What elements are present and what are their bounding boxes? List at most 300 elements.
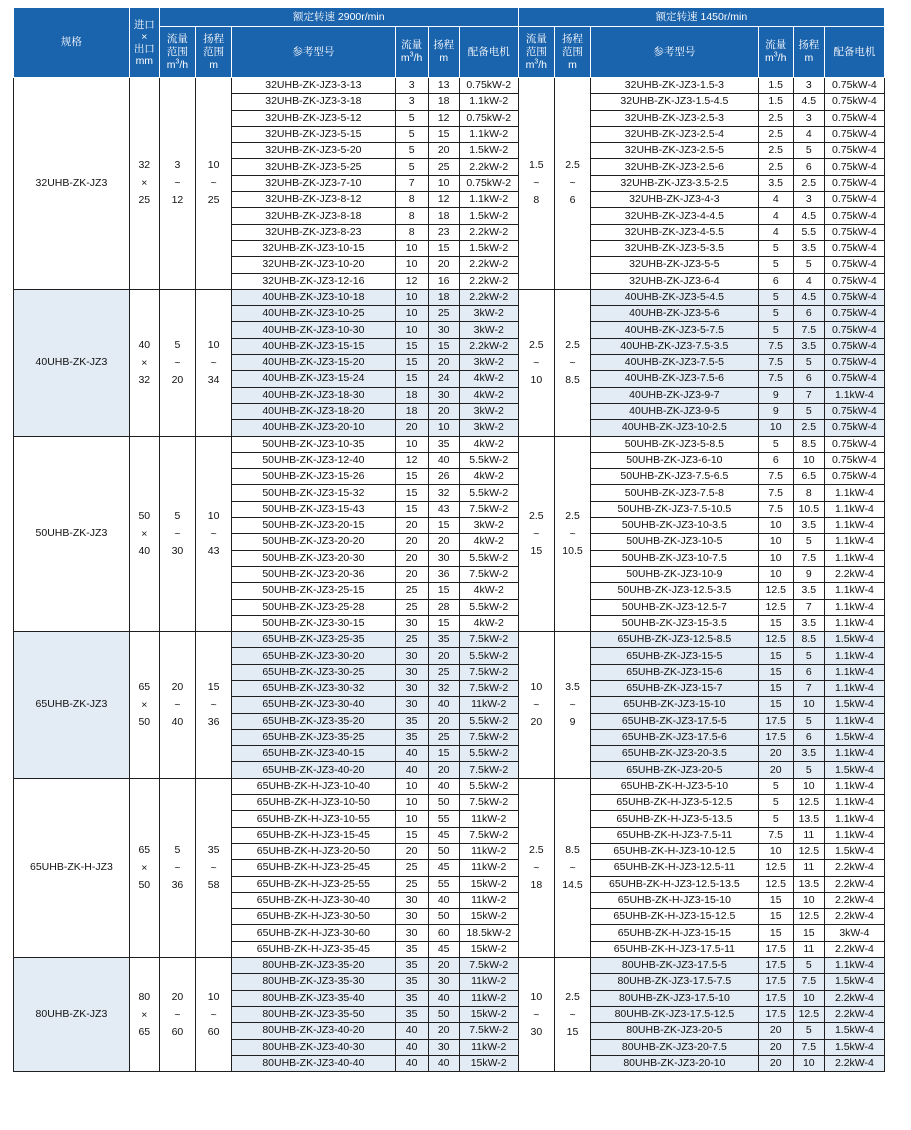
head-1450: 2.5 xyxy=(793,420,824,436)
head-2900: 50 xyxy=(428,843,459,859)
spec-name: 32UHB-ZK-JZ3 xyxy=(14,78,130,290)
inlet-outlet-size: 40 × 32 xyxy=(129,289,159,436)
flow-2900: 30 xyxy=(395,925,428,941)
ref-model-1450: 32UHB-ZK-JZ3-1.5-3 xyxy=(591,78,759,94)
flow-1450: 5 xyxy=(758,436,793,452)
flow-2900: 8 xyxy=(395,224,428,240)
table-row xyxy=(14,436,885,452)
ref-model-1450: 80UHB-ZK-JZ3-20-5 xyxy=(591,1023,759,1039)
motor-2900: 11kW-2 xyxy=(459,697,518,713)
ref-model-2900: 80UHB-ZK-JZ3-40-30 xyxy=(232,1039,395,1055)
flow-2900: 15 xyxy=(395,338,428,354)
table-row xyxy=(14,958,885,974)
ref-model-1450: 50UHB-ZK-JZ3-10-7.5 xyxy=(591,550,759,566)
ref-model-1450: 40UHB-ZK-JZ3-7.5-6 xyxy=(591,371,759,387)
motor-2900: 7.5kW-2 xyxy=(459,762,518,778)
inlet-outlet-size: 80 × 65 xyxy=(129,958,159,1072)
head-2900: 15 xyxy=(428,583,459,599)
motor-1450: 1.1kW-4 xyxy=(824,746,884,762)
ref-model-1450: 80UHB-ZK-JZ3-17.5-10 xyxy=(591,990,759,1006)
head-1450: 10 xyxy=(793,697,824,713)
header-head-1450: 扬程 m xyxy=(793,27,824,78)
motor-2900: 2.2kW-2 xyxy=(459,289,518,305)
ref-model-2900: 40UHB-ZK-JZ3-20-10 xyxy=(232,420,395,436)
ref-model-2900: 65UHB-ZK-H-JZ3-25-45 xyxy=(232,860,395,876)
motor-2900: 5.5kW-2 xyxy=(459,713,518,729)
head-1450: 10 xyxy=(793,1055,824,1071)
ref-model-2900: 80UHB-ZK-JZ3-35-50 xyxy=(232,1006,395,1022)
head-1450: 12.5 xyxy=(793,795,824,811)
motor-1450: 2.2kW-4 xyxy=(824,1006,884,1022)
head-1450: 10 xyxy=(793,990,824,1006)
head-1450: 13.5 xyxy=(793,811,824,827)
ref-model-2900: 32UHB-ZK-JZ3-8-23 xyxy=(232,224,395,240)
motor-2900: 11kW-2 xyxy=(459,990,518,1006)
head-1450: 3.5 xyxy=(793,518,824,534)
motor-2900: 4kW-2 xyxy=(459,387,518,403)
head-1450: 3.5 xyxy=(793,615,824,631)
ref-model-2900: 40UHB-ZK-JZ3-18-20 xyxy=(232,403,395,419)
head-1450: 7 xyxy=(793,680,824,696)
head-2900: 40 xyxy=(428,697,459,713)
ref-model-2900: 40UHB-ZK-JZ3-15-20 xyxy=(232,355,395,371)
flow-range-1450: 10 ~ 20 xyxy=(518,632,554,779)
head-1450: 5 xyxy=(793,762,824,778)
head-range-1450: 8.5 ~ 14.5 xyxy=(554,778,590,957)
head-1450: 8 xyxy=(793,485,824,501)
flow-range-1450: 10 ~ 30 xyxy=(518,958,554,1072)
flow-1450: 17.5 xyxy=(758,729,793,745)
head-2900: 15 xyxy=(428,615,459,631)
ref-model-1450: 65UHB-ZK-H-JZ3-15-12.5 xyxy=(591,909,759,925)
motor-2900: 11kW-2 xyxy=(459,843,518,859)
head-2900: 18 xyxy=(428,289,459,305)
flow-2900: 30 xyxy=(395,697,428,713)
inlet-outlet-size: 50 × 40 xyxy=(129,436,159,632)
motor-2900: 2.2kW-2 xyxy=(459,257,518,273)
ref-model-2900: 65UHB-ZK-H-JZ3-35-45 xyxy=(232,941,395,957)
motor-2900: 7.5kW-2 xyxy=(459,958,518,974)
flow-2900: 10 xyxy=(395,436,428,452)
motor-1450: 1.1kW-4 xyxy=(824,485,884,501)
motor-2900: 7.5kW-2 xyxy=(459,680,518,696)
motor-2900: 11kW-2 xyxy=(459,892,518,908)
flow-1450: 7.5 xyxy=(758,338,793,354)
flow-1450: 15 xyxy=(758,909,793,925)
head-1450: 5.5 xyxy=(793,224,824,240)
head-1450: 4.5 xyxy=(793,289,824,305)
head-2900: 30 xyxy=(428,974,459,990)
head-1450: 5 xyxy=(793,257,824,273)
flow-2900: 20 xyxy=(395,843,428,859)
head-1450: 3.5 xyxy=(793,583,824,599)
flow-1450: 7.5 xyxy=(758,355,793,371)
spec-name: 80UHB-ZK-JZ3 xyxy=(14,958,130,1072)
motor-2900: 4kW-2 xyxy=(459,615,518,631)
motor-2900: 7.5kW-2 xyxy=(459,1023,518,1039)
flow-1450: 10 xyxy=(758,420,793,436)
ref-model-1450: 50UHB-ZK-JZ3-7.5-8 xyxy=(591,485,759,501)
head-2900: 55 xyxy=(428,811,459,827)
ref-model-1450: 50UHB-ZK-JZ3-5-8.5 xyxy=(591,436,759,452)
motor-2900: 1.5kW-2 xyxy=(459,143,518,159)
head-2900: 20 xyxy=(428,762,459,778)
head-2900: 20 xyxy=(428,713,459,729)
flow-2900: 30 xyxy=(395,664,428,680)
flow-range-2900: 3 ~ 12 xyxy=(159,78,195,290)
motor-2900: 7.5kW-2 xyxy=(459,566,518,582)
head-1450: 4 xyxy=(793,126,824,142)
head-range-2900: 10 ~ 34 xyxy=(196,289,232,436)
motor-1450: 0.75kW-4 xyxy=(824,192,884,208)
head-2900: 40 xyxy=(428,990,459,1006)
head-2900: 20 xyxy=(428,143,459,159)
head-range-1450: 2.5 ~ 8.5 xyxy=(554,289,590,436)
motor-2900: 15kW-2 xyxy=(459,909,518,925)
inlet-outlet-size: 65 × 50 xyxy=(129,632,159,779)
motor-2900: 5.5kW-2 xyxy=(459,746,518,762)
flow-1450: 2.5 xyxy=(758,143,793,159)
header-flow-2900: 流量 $m^3/h$ xyxy=(395,27,428,78)
head-1450: 13.5 xyxy=(793,876,824,892)
head-2900: 20 xyxy=(428,534,459,550)
table-row xyxy=(14,289,885,305)
header-speed-2900: 额定转速 2900r/min xyxy=(159,8,518,27)
ref-model-2900: 65UHB-ZK-H-JZ3-30-60 xyxy=(232,925,395,941)
head-2900: 18 xyxy=(428,208,459,224)
head-2900: 43 xyxy=(428,501,459,517)
motor-2900: 5.5kW-2 xyxy=(459,485,518,501)
motor-2900: 1.1kW-2 xyxy=(459,126,518,142)
flow-2900: 35 xyxy=(395,941,428,957)
head-1450: 12.5 xyxy=(793,909,824,925)
ref-model-1450: 50UHB-ZK-JZ3-10-5 xyxy=(591,534,759,550)
head-1450: 10 xyxy=(793,892,824,908)
head-1450: 8.5 xyxy=(793,436,824,452)
ref-model-2900: 65UHB-ZK-H-JZ3-15-45 xyxy=(232,827,395,843)
ref-model-2900: 32UHB-ZK-JZ3-5-15 xyxy=(232,126,395,142)
ref-model-1450: 40UHB-ZK-JZ3-5-4.5 xyxy=(591,289,759,305)
flow-1450: 5 xyxy=(758,306,793,322)
flow-1450: 6 xyxy=(758,273,793,289)
flow-2900: 5 xyxy=(395,159,428,175)
flow-2900: 5 xyxy=(395,143,428,159)
ref-model-1450: 65UHB-ZK-JZ3-17.5-6 xyxy=(591,729,759,745)
head-1450: 6 xyxy=(793,729,824,745)
head-1450: 5 xyxy=(793,713,824,729)
flow-2900: 10 xyxy=(395,778,428,794)
flow-1450: 15 xyxy=(758,680,793,696)
motor-1450: 1.1kW-4 xyxy=(824,648,884,664)
motor-2900: 2.2kW-2 xyxy=(459,273,518,289)
flow-2900: 40 xyxy=(395,1039,428,1055)
flow-1450: 15 xyxy=(758,664,793,680)
head-2900: 15 xyxy=(428,518,459,534)
ref-model-2900: 50UHB-ZK-JZ3-15-26 xyxy=(232,469,395,485)
motor-2900: 15kW-2 xyxy=(459,941,518,957)
flow-1450: 4 xyxy=(758,224,793,240)
motor-1450: 1.1kW-4 xyxy=(824,827,884,843)
flow-2900: 15 xyxy=(395,485,428,501)
motor-1450: 0.75kW-4 xyxy=(824,110,884,126)
ref-model-2900: 40UHB-ZK-JZ3-18-30 xyxy=(232,387,395,403)
motor-1450: 1.1kW-4 xyxy=(824,501,884,517)
ref-model-2900: 50UHB-ZK-JZ3-20-30 xyxy=(232,550,395,566)
head-2900: 30 xyxy=(428,1039,459,1055)
flow-2900: 5 xyxy=(395,110,428,126)
head-2900: 25 xyxy=(428,159,459,175)
ref-model-1450: 65UHB-ZK-H-JZ3-12.5-11 xyxy=(591,860,759,876)
head-2900: 30 xyxy=(428,387,459,403)
header-motor-1450: 配备电机 xyxy=(824,27,884,78)
motor-2900: 2.2kW-2 xyxy=(459,224,518,240)
head-2900: 13 xyxy=(428,78,459,94)
flow-range-2900: 5 ~ 30 xyxy=(159,436,195,632)
header-ref-model-2900: 参考型号 xyxy=(232,27,395,78)
ref-model-2900: 65UHB-ZK-JZ3-35-25 xyxy=(232,729,395,745)
motor-1450: 0.75kW-4 xyxy=(824,289,884,305)
head-2900: 35 xyxy=(428,632,459,648)
header-speed-1450: 额定转速 1450r/min xyxy=(518,8,884,27)
ref-model-2900: 50UHB-ZK-JZ3-15-43 xyxy=(232,501,395,517)
ref-model-2900: 80UHB-ZK-JZ3-35-40 xyxy=(232,990,395,1006)
ref-model-2900: 65UHB-ZK-H-JZ3-10-40 xyxy=(232,778,395,794)
ref-model-1450: 50UHB-ZK-JZ3-7.5-10.5 xyxy=(591,501,759,517)
head-1450: 10 xyxy=(793,778,824,794)
ref-model-1450: 65UHB-ZK-H-JZ3-15-15 xyxy=(591,925,759,941)
ref-model-1450: 65UHB-ZK-JZ3-20-5 xyxy=(591,762,759,778)
flow-2900: 30 xyxy=(395,615,428,631)
ref-model-1450: 65UHB-ZK-H-JZ3-5-10 xyxy=(591,778,759,794)
motor-1450: 1.5kW-4 xyxy=(824,697,884,713)
motor-1450: 0.75kW-4 xyxy=(824,306,884,322)
ref-model-1450: 40UHB-ZK-JZ3-7.5-5 xyxy=(591,355,759,371)
ref-model-2900: 65UHB-ZK-JZ3-30-32 xyxy=(232,680,395,696)
motor-2900: 4kW-2 xyxy=(459,583,518,599)
flow-2900: 20 xyxy=(395,420,428,436)
head-1450: 7 xyxy=(793,387,824,403)
ref-model-1450: 65UHB-ZK-H-JZ3-12.5-13.5 xyxy=(591,876,759,892)
ref-model-1450: 32UHB-ZK-JZ3-4-4.5 xyxy=(591,208,759,224)
motor-2900: 3kW-2 xyxy=(459,306,518,322)
table-row xyxy=(14,632,885,648)
ref-model-2900: 65UHB-ZK-H-JZ3-10-50 xyxy=(232,795,395,811)
head-1450: 7.5 xyxy=(793,974,824,990)
ref-model-1450: 40UHB-ZK-JZ3-5-7.5 xyxy=(591,322,759,338)
spec-name: 65UHB-ZK-JZ3 xyxy=(14,632,130,779)
flow-2900: 25 xyxy=(395,860,428,876)
flow-1450: 5 xyxy=(758,811,793,827)
flow-1450: 5 xyxy=(758,322,793,338)
ref-model-2900: 50UHB-ZK-JZ3-20-36 xyxy=(232,566,395,582)
motor-2900: 2.2kW-2 xyxy=(459,159,518,175)
motor-1450: 0.75kW-4 xyxy=(824,240,884,256)
flow-2900: 40 xyxy=(395,746,428,762)
flow-1450: 5 xyxy=(758,795,793,811)
head-1450: 6.5 xyxy=(793,469,824,485)
motor-2900: 7.5kW-2 xyxy=(459,632,518,648)
ref-model-2900: 32UHB-ZK-JZ3-7-10 xyxy=(232,175,395,191)
motor-2900: 1.1kW-2 xyxy=(459,192,518,208)
flow-range-2900: 20 ~ 60 xyxy=(159,958,195,1072)
ref-model-2900: 40UHB-ZK-JZ3-15-15 xyxy=(232,338,395,354)
motor-1450: 0.75kW-4 xyxy=(824,322,884,338)
head-2900: 45 xyxy=(428,827,459,843)
flow-2900: 15 xyxy=(395,501,428,517)
head-2900: 40 xyxy=(428,1055,459,1071)
head-2900: 12 xyxy=(428,110,459,126)
flow-1450: 20 xyxy=(758,762,793,778)
head-2900: 30 xyxy=(428,550,459,566)
head-1450: 3.5 xyxy=(793,746,824,762)
flow-1450: 7.5 xyxy=(758,501,793,517)
head-1450: 5 xyxy=(793,1023,824,1039)
table-row xyxy=(14,78,885,94)
inlet-outlet-size: 32 × 25 xyxy=(129,78,159,290)
spec-name: 50UHB-ZK-JZ3 xyxy=(14,436,130,632)
flow-1450: 5 xyxy=(758,240,793,256)
flow-2900: 10 xyxy=(395,289,428,305)
ref-model-2900: 50UHB-ZK-JZ3-10-35 xyxy=(232,436,395,452)
motor-1450: 1.1kW-4 xyxy=(824,387,884,403)
motor-1450: 2.2kW-4 xyxy=(824,1055,884,1071)
motor-2900: 11kW-2 xyxy=(459,811,518,827)
motor-1450: 0.75kW-4 xyxy=(824,159,884,175)
flow-1450: 9 xyxy=(758,387,793,403)
ref-model-1450: 50UHB-ZK-JZ3-12.5-3.5 xyxy=(591,583,759,599)
motor-2900: 5.5kW-2 xyxy=(459,599,518,615)
head-2900: 20 xyxy=(428,355,459,371)
motor-2900: 4kW-2 xyxy=(459,436,518,452)
header-motor-2900: 配备电机 xyxy=(459,27,518,78)
motor-2900: 11kW-2 xyxy=(459,1039,518,1055)
head-1450: 3 xyxy=(793,78,824,94)
flow-1450: 15 xyxy=(758,615,793,631)
head-1450: 7.5 xyxy=(793,550,824,566)
head-2900: 10 xyxy=(428,420,459,436)
motor-1450: 2.2kW-4 xyxy=(824,990,884,1006)
motor-2900: 7.5kW-2 xyxy=(459,664,518,680)
flow-1450: 1.5 xyxy=(758,94,793,110)
head-2900: 35 xyxy=(428,436,459,452)
motor-1450: 2.2kW-4 xyxy=(824,892,884,908)
motor-2900: 18.5kW-2 xyxy=(459,925,518,941)
flow-1450: 1.5 xyxy=(758,78,793,94)
head-1450: 5 xyxy=(793,403,824,419)
flow-1450: 12.5 xyxy=(758,860,793,876)
ref-model-1450: 65UHB-ZK-H-JZ3-17.5-11 xyxy=(591,941,759,957)
motor-2900: 0.75kW-2 xyxy=(459,78,518,94)
ref-model-2900: 32UHB-ZK-JZ3-10-20 xyxy=(232,257,395,273)
head-2900: 20 xyxy=(428,648,459,664)
motor-2900: 3kW-2 xyxy=(459,420,518,436)
head-1450: 12.5 xyxy=(793,1006,824,1022)
ref-model-2900: 80UHB-ZK-JZ3-35-30 xyxy=(232,974,395,990)
spec-group xyxy=(14,778,885,957)
ref-model-1450: 65UHB-ZK-JZ3-12.5-8.5 xyxy=(591,632,759,648)
motor-2900: 3kW-2 xyxy=(459,322,518,338)
flow-2900: 25 xyxy=(395,583,428,599)
head-2900: 45 xyxy=(428,941,459,957)
motor-1450: 1.1kW-4 xyxy=(824,664,884,680)
motor-2900: 11kW-2 xyxy=(459,974,518,990)
ref-model-2900: 32UHB-ZK-JZ3-12-16 xyxy=(232,273,395,289)
motor-1450: 1.5kW-4 xyxy=(824,729,884,745)
motor-2900: 4kW-2 xyxy=(459,371,518,387)
flow-2900: 5 xyxy=(395,126,428,142)
ref-model-1450: 80UHB-ZK-JZ3-17.5-7.5 xyxy=(591,974,759,990)
head-2900: 23 xyxy=(428,224,459,240)
head-1450: 10 xyxy=(793,452,824,468)
ref-model-2900: 40UHB-ZK-JZ3-15-24 xyxy=(232,371,395,387)
ref-model-2900: 80UHB-ZK-JZ3-35-20 xyxy=(232,958,395,974)
flow-2900: 30 xyxy=(395,909,428,925)
ref-model-1450: 50UHB-ZK-JZ3-15-3.5 xyxy=(591,615,759,631)
head-2900: 40 xyxy=(428,778,459,794)
head-2900: 50 xyxy=(428,1006,459,1022)
ref-model-1450: 40UHB-ZK-JZ3-9-5 xyxy=(591,403,759,419)
motor-2900: 5.5kW-2 xyxy=(459,452,518,468)
head-1450: 3.5 xyxy=(793,240,824,256)
ref-model-2900: 65UHB-ZK-H-JZ3-30-50 xyxy=(232,909,395,925)
motor-2900: 3kW-2 xyxy=(459,355,518,371)
ref-model-1450: 32UHB-ZK-JZ3-6-4 xyxy=(591,273,759,289)
flow-1450: 4 xyxy=(758,208,793,224)
flow-2900: 18 xyxy=(395,403,428,419)
flow-2900: 15 xyxy=(395,355,428,371)
ref-model-2900: 50UHB-ZK-JZ3-25-28 xyxy=(232,599,395,615)
header-head-range-1450: 扬程 范围 m xyxy=(554,27,590,78)
head-2900: 28 xyxy=(428,599,459,615)
ref-model-1450: 50UHB-ZK-JZ3-6-10 xyxy=(591,452,759,468)
head-1450: 15 xyxy=(793,925,824,941)
flow-2900: 10 xyxy=(395,240,428,256)
flow-range-1450: 2.5 ~ 18 xyxy=(518,778,554,957)
head-2900: 15 xyxy=(428,126,459,142)
head-1450: 4.5 xyxy=(793,94,824,110)
head-range-2900: 15 ~ 36 xyxy=(196,632,232,779)
flow-2900: 8 xyxy=(395,192,428,208)
flow-2900: 40 xyxy=(395,1023,428,1039)
motor-1450: 0.75kW-4 xyxy=(824,338,884,354)
ref-model-2900: 40UHB-ZK-JZ3-10-18 xyxy=(232,289,395,305)
ref-model-1450: 65UHB-ZK-JZ3-15-5 xyxy=(591,648,759,664)
flow-1450: 15 xyxy=(758,648,793,664)
motor-1450: 0.75kW-4 xyxy=(824,355,884,371)
ref-model-1450: 50UHB-ZK-JZ3-12.5-7 xyxy=(591,599,759,615)
ref-model-1450: 65UHB-ZK-JZ3-15-10 xyxy=(591,697,759,713)
flow-2900: 20 xyxy=(395,550,428,566)
motor-1450: 2.2kW-4 xyxy=(824,566,884,582)
flow-2900: 20 xyxy=(395,534,428,550)
ref-model-1450: 32UHB-ZK-JZ3-2.5-3 xyxy=(591,110,759,126)
flow-1450: 2.5 xyxy=(758,126,793,142)
header-spec: 规格 xyxy=(14,8,130,78)
motor-1450: 1.1kW-4 xyxy=(824,795,884,811)
ref-model-2900: 65UHB-ZK-H-JZ3-25-55 xyxy=(232,876,395,892)
flow-1450: 5 xyxy=(758,778,793,794)
head-2900: 18 xyxy=(428,94,459,110)
ref-model-1450: 65UHB-ZK-H-JZ3-5-12.5 xyxy=(591,795,759,811)
head-2900: 16 xyxy=(428,273,459,289)
table-row xyxy=(14,778,885,794)
motor-1450: 1.5kW-4 xyxy=(824,762,884,778)
flow-range-1450: 2.5 ~ 15 xyxy=(518,436,554,632)
flow-1450: 12.5 xyxy=(758,632,793,648)
head-range-2900: 35 ~ 58 xyxy=(196,778,232,957)
motor-1450: 1.1kW-4 xyxy=(824,550,884,566)
ref-model-2900: 50UHB-ZK-JZ3-20-15 xyxy=(232,518,395,534)
